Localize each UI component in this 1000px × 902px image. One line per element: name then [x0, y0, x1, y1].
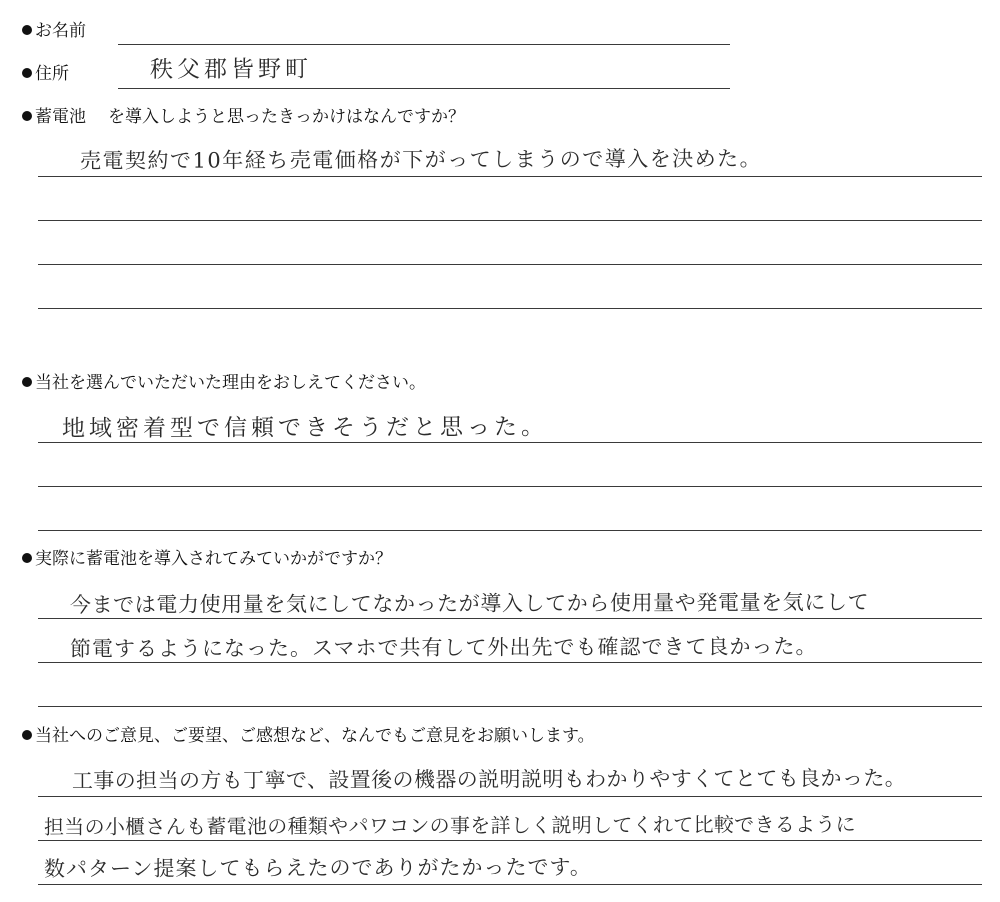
q1-rule-1 [38, 176, 982, 177]
q3-rule-1 [38, 618, 982, 619]
q4-label: 当社へのご意見、ご要望、ご感想など、なんでもご意見をお願いします。 [35, 726, 595, 746]
name-rule [118, 44, 730, 45]
bullet-dot [22, 25, 32, 35]
q4-label-row [22, 725, 595, 747]
q1-label-b: を導入しようと思ったきっかけはなんですか？ [108, 107, 465, 127]
q1-label-a: 蓄電池 [35, 107, 86, 127]
q1-rule-2 [38, 220, 982, 221]
q1-rule-4 [38, 308, 982, 309]
q4-answer-line-1: 工事の担当の方も丁寧で、設置後の機器の説明説明もわかりやすくてとても良かった。 [71, 766, 907, 793]
q4-rule-1 [38, 796, 982, 797]
q2-rule-1 [38, 442, 982, 443]
bullet-dot [22, 730, 32, 740]
bullet-dot [22, 553, 32, 563]
address-label-row [22, 63, 69, 85]
q2-answer-line-1: 地域密着型で信頼できそうだと思った。 [61, 414, 548, 442]
address-label: 住所 [35, 64, 69, 84]
q4-rule-3 [38, 884, 982, 885]
bullet-dot [22, 68, 32, 78]
q3-label-row [22, 548, 392, 570]
q4-rule-2 [38, 840, 982, 841]
q3-answer-line-1: 今までは電力使用量を気にしてなかったが導入してから使用量や発電量を気にして [69, 590, 870, 617]
q2-label-row [22, 372, 426, 394]
bullet-dot [22, 377, 32, 387]
name-label-row [22, 20, 86, 42]
address-rule [118, 88, 730, 89]
q2-rule-3 [38, 530, 982, 531]
q2-rule-2 [38, 486, 982, 487]
address-value: 秩父郡皆野町 [149, 56, 312, 84]
q4-answer-line-2: 担当の小櫃さんも蓄電池の種類やパワコンの事を詳しく説明してくれて比較できるように [43, 812, 856, 839]
q3-rule-2 [38, 662, 982, 663]
q3-label: 実際に蓄電池を導入されてみていかがですか？ [35, 549, 392, 569]
q1-rule-3 [38, 264, 982, 265]
q1-answer-line-1: 売電契約で10年経ち売電価格が下がってしまうので導入を決めた。 [79, 146, 763, 174]
q3-answer-line-2: 節電するようになった。スマホで共有して外出先でも確認できて良かった。 [69, 634, 818, 661]
q2-label: 当社を選んでいただいた理由をおしえてください。 [35, 373, 426, 393]
name-label: お名前 [35, 21, 86, 41]
q1-label-row [22, 106, 465, 128]
q3-rule-3 [38, 706, 982, 707]
bullet-dot [22, 111, 32, 121]
q4-answer-line-3: 数パターン提案してもらえたのでありがたかったです。 [43, 855, 592, 881]
